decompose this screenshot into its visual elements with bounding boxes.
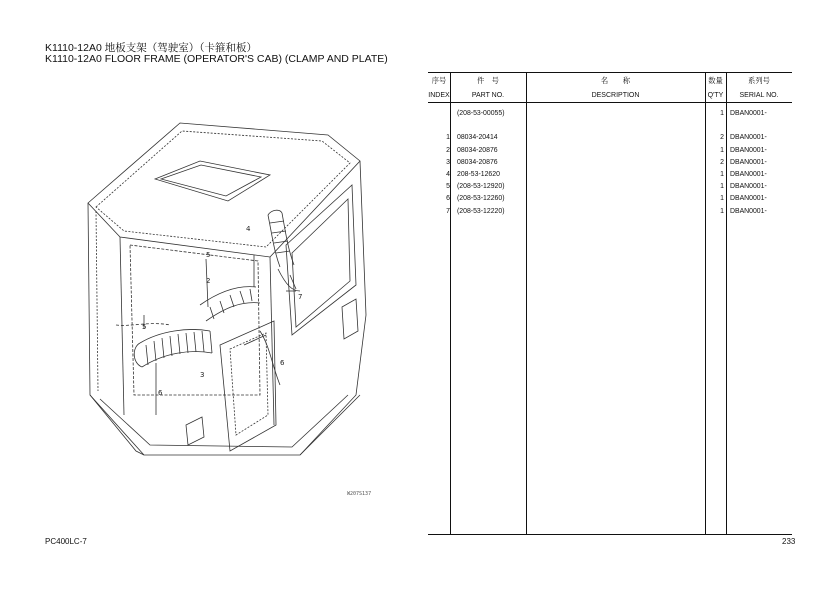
row-serial: DBAN0001- <box>730 158 767 166</box>
page-title-cn: K1110-12A0 地板支架（驾驶室）（卡箍和板） <box>45 42 257 54</box>
row-index: 2 <box>446 146 450 154</box>
row-index: 1 <box>446 134 450 142</box>
row-part-no: 08034-20414 <box>457 134 498 142</box>
model-footer: PC400LC-7 <box>45 537 87 546</box>
row-qty: 1 <box>720 195 724 203</box>
callout-2: 3 <box>200 371 205 379</box>
header-index-cn: 序号 <box>431 76 447 85</box>
row-part-no: 08034-20876 <box>457 158 498 166</box>
row-serial: DBAN0001- <box>730 170 767 178</box>
page-number: 233 <box>782 537 796 546</box>
header-qty-cn: 数量 <box>708 76 723 85</box>
table-bottom-rule <box>428 534 792 535</box>
table-row <box>428 181 792 193</box>
row-part-no: (208-53-00055) <box>457 110 505 117</box>
row-qty: 1 <box>720 170 724 178</box>
row-serial: DBAN0001- <box>730 134 767 142</box>
row-part-no: (208-53-12220) <box>457 207 505 215</box>
row-index: 4 <box>446 170 450 178</box>
row-qty: 1 <box>720 183 724 191</box>
row-qty: 2 <box>720 158 724 166</box>
figure-number: W207S137 <box>347 491 372 497</box>
table-top-rule <box>428 72 792 73</box>
table-row <box>428 108 792 120</box>
row-part-no: 208-53-12620 <box>457 170 500 178</box>
header-desc-cn: 名 称 <box>600 76 631 85</box>
page-title-en: K1110-12A0 FLOOR FRAME (OPERATOR'S CAB) (CLAMP AND PLATE) <box>45 53 388 65</box>
header-desc-en: DESCRIPTION <box>591 92 640 99</box>
table-row <box>428 132 792 144</box>
row-qty: 1 <box>720 110 724 117</box>
row-serial: DBAN0001- <box>730 146 767 154</box>
row-serial: DBAN0001- <box>730 110 767 117</box>
callout-4: 5 <box>206 251 211 259</box>
row-index: 6 <box>446 195 450 203</box>
row-index: 3 <box>446 158 450 166</box>
callout-7: 7 <box>298 293 303 301</box>
table-row <box>428 145 792 157</box>
row-qty: 1 <box>720 146 724 154</box>
callout-5b: 6 <box>280 359 285 367</box>
callout-5a: 5 <box>142 323 147 331</box>
row-part-no: 08034-20876 <box>457 146 498 154</box>
cab-drawing <box>60 95 390 515</box>
table-row <box>428 193 792 205</box>
parts-table <box>428 72 792 535</box>
header-serial-en: SERIAL NO. <box>739 92 779 99</box>
header-index-en: INDEX <box>428 92 450 99</box>
row-serial: DBAN0001- <box>730 195 767 203</box>
header-part-cn: 件 号 <box>477 76 499 85</box>
table-header-rule <box>428 102 792 103</box>
row-part-no: (208-53-12920) <box>457 183 505 191</box>
header-part-en: PART NO. <box>471 92 505 99</box>
row-serial: DBAN0001- <box>730 207 767 215</box>
row-index: 5 <box>446 183 450 191</box>
row-qty: 1 <box>720 207 724 215</box>
header-serial-cn: 系列号 <box>748 76 770 85</box>
table-row <box>428 157 792 169</box>
callout-1: 2 <box>206 277 211 285</box>
parts-rows <box>428 108 792 218</box>
table-row <box>428 120 792 132</box>
callout-6: 6 <box>158 389 163 397</box>
row-qty: 2 <box>720 134 724 142</box>
table-row <box>428 206 792 218</box>
callout-3: 4 <box>246 225 251 233</box>
table-row <box>428 169 792 181</box>
row-serial: DBAN0001- <box>730 183 767 191</box>
row-part-no: (208-53-12260) <box>457 195 505 203</box>
header-qty-en: Q'TY <box>707 92 724 99</box>
row-index: 7 <box>446 207 450 215</box>
